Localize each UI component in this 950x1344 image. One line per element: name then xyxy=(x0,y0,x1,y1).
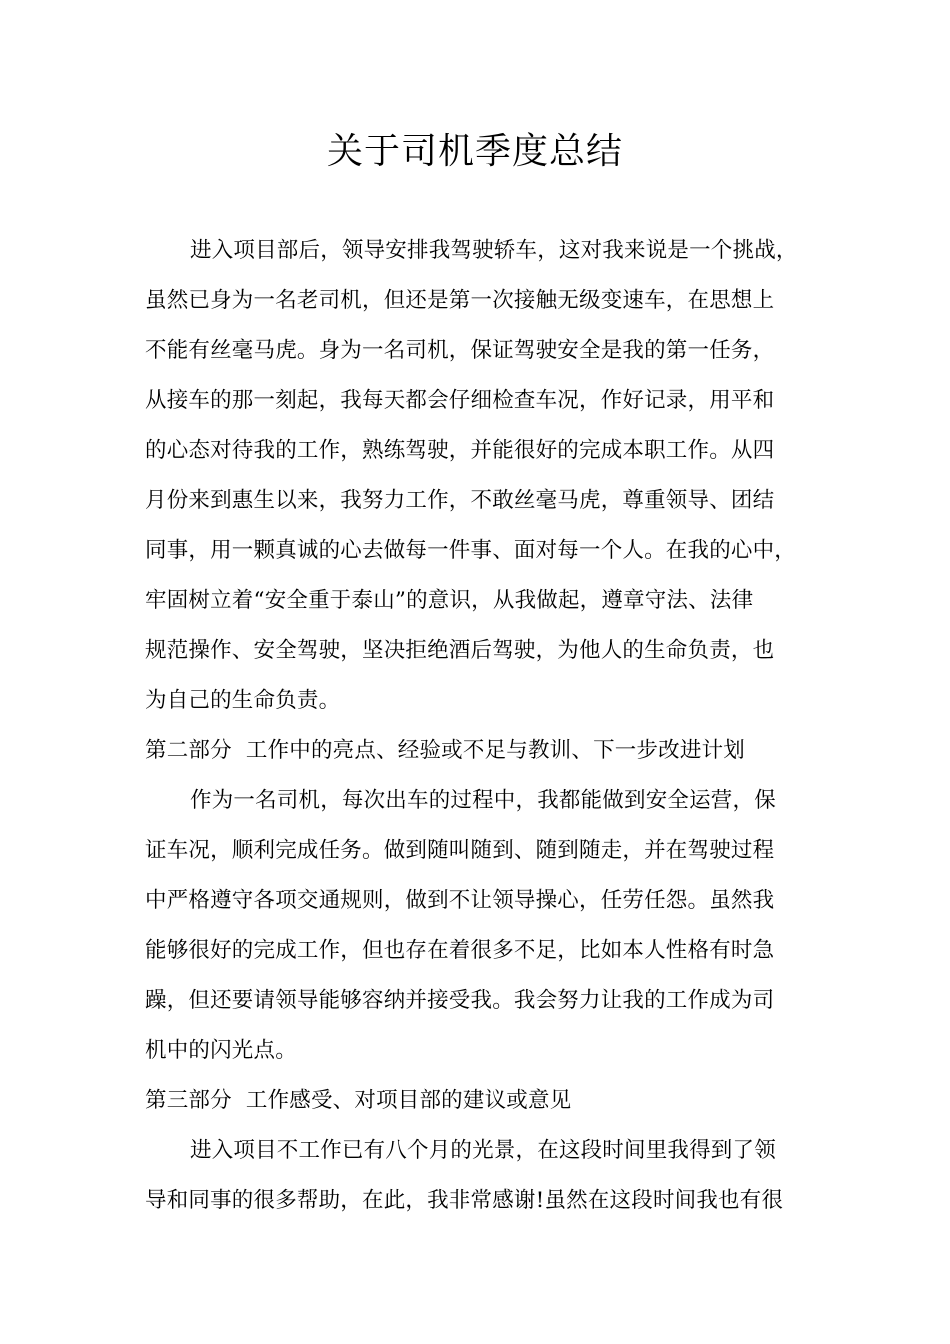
paragraph-line: 能够很好的完成工作，但也存在着很多不足，比如本人性格有时急 xyxy=(145,938,775,963)
paragraph-line: 作为一名司机，每次出车的过程中，我都能做到安全运营，保 xyxy=(190,788,776,813)
paragraph-line: 虽然已身为一名老司机，但还是第一次接触无级变速车，在思想上 xyxy=(145,288,775,313)
section-heading: 第三部分 工作感受、对项目部的建议或意见 xyxy=(145,1088,572,1113)
document-body xyxy=(145,226,825,1226)
paragraph-line: 为自己的生命负责。 xyxy=(145,688,341,713)
paragraph-line: 中严格遵守各项交通规则，做到不让领导操心，任劳任怨。虽然我 xyxy=(145,888,775,913)
paragraph-line: 进入项目部后，领导安排我驾驶轿车，这对我来说是一个挑战， xyxy=(190,238,798,263)
paragraph-line: 月份来到惠生以来，我努力工作，不敢丝毫马虎，尊重领导、团结 xyxy=(145,488,775,513)
paragraph-line: 不能有丝毫马虎。身为一名司机，保证驾驶安全是我的第一任务， xyxy=(145,338,775,363)
paragraph-line: 规范操作、安全驾驶，坚决拒绝酒后驾驶，为他人的生命负责，也 xyxy=(145,638,775,663)
paragraph-line: 机中的闪光点。 xyxy=(145,1038,297,1063)
paragraph-line: 的心态对待我的工作，熟练驾驶，并能很好的完成本职工作。从四 xyxy=(145,438,775,463)
paragraph-line: 从接车的那一刻起，我每天都会仔细检查车况，作好记录，用平和 xyxy=(145,388,775,413)
document-title: 关于司机季度总结 xyxy=(326,131,623,172)
paragraph-line: 导和同事的很多帮助，在此，我非常感谢!虽然在这段时间我也有很 xyxy=(145,1188,784,1213)
paragraph-line: 躁，但还要请领导能够容纳并接受我。我会努力让我的工作成为司 xyxy=(145,988,775,1013)
paragraph-line: 进入项目不工作已有八个月的光景，在这段时间里我得到了领 xyxy=(190,1138,776,1163)
section-heading: 第二部分 工作中的亮点、经验或不足与教训、下一步改进计划 xyxy=(145,738,745,763)
paragraph-line: 同事，用一颗真诚的心去做每一件事、面对每一个人。在我的心中， xyxy=(145,538,797,563)
paragraph-line: 牢固树立着“安全重于泰山”的意识，从我做起，遵章守法、法律 xyxy=(145,588,754,613)
paragraph-line: 证车况，顺利完成任务。做到随叫随到、随到随走，并在驾驶过程 xyxy=(145,838,775,863)
